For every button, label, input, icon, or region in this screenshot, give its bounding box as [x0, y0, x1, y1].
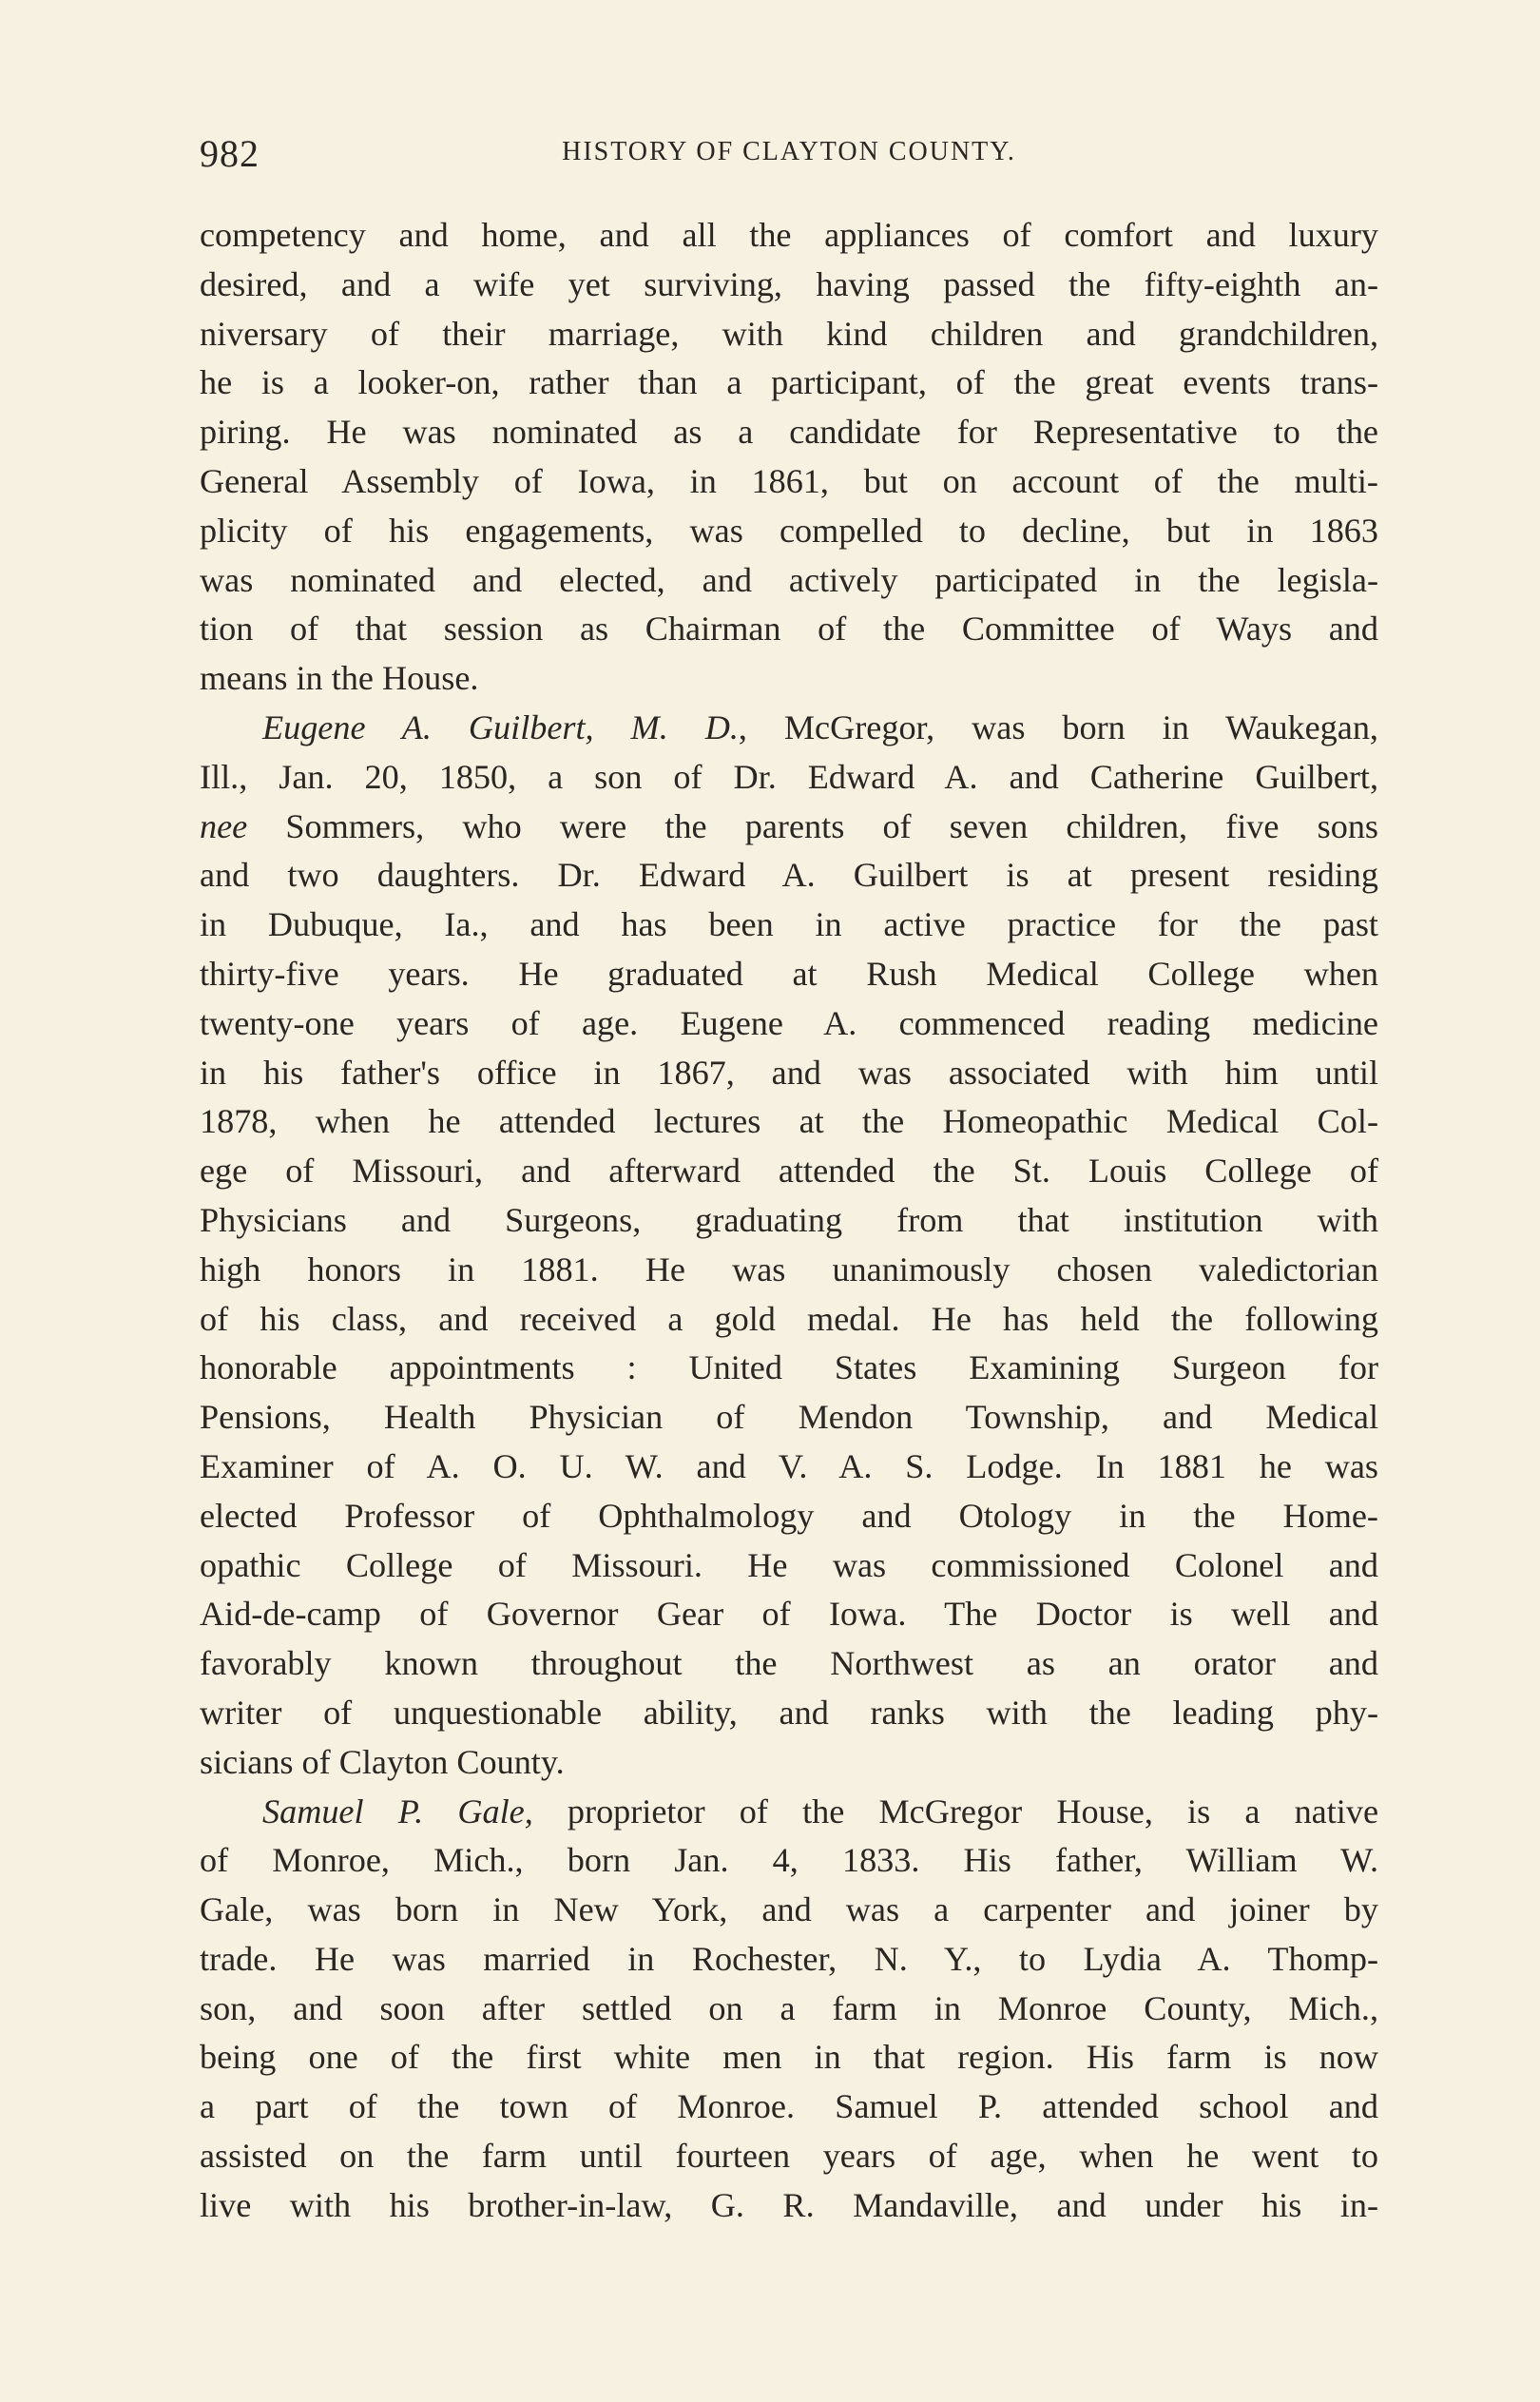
text-line: [200, 704, 1378, 753]
text-line: means in the House.: [200, 659, 479, 698]
text-line: Pensions, Health Physician of Mendon Township, and Medical: [200, 1398, 1378, 1437]
paragraph-gale: [200, 1788, 1378, 2231]
text-fragment: proprietor of the McGregor House, is a native: [532, 1792, 1379, 1831]
biography-name: Samuel P. Gale,: [262, 1792, 533, 1831]
text-line: niversary of their marriage, with kind children and grandchildren,: [200, 314, 1378, 353]
paragraph-continuation: [200, 211, 1378, 704]
running-title: HISTORY OF CLAYTON COUNTY.: [562, 137, 1016, 166]
paragraph-guilbert: [200, 704, 1378, 1788]
text-line: of his class, and received a gold medal. He has held the following: [200, 1299, 1378, 1338]
text-line: assisted on the farm until fourteen years of age, when he went to: [200, 2137, 1378, 2176]
text-line: honorable appointments : United States Examining Surgeon for: [200, 1348, 1378, 1387]
text-line: twenty-one years of age. Eugene A. commenced reading medicine: [200, 1003, 1378, 1042]
text-line: [200, 1788, 1378, 1837]
text-line: General Assembly of Iowa, in 1861, but on account of the multi-: [200, 461, 1378, 500]
text-line: piring. He was nominated as a candidate for Representative to the: [200, 413, 1378, 452]
nee-word: nee: [200, 806, 248, 845]
text-line: being one of the first white men in that region. His farm is now: [200, 2038, 1378, 2077]
text-line: Physicians and Surgeons, graduating from that institution with: [200, 1200, 1378, 1239]
text-line: live with his brother-in-law, G. R. Mandaville, and under his in-: [200, 2185, 1378, 2224]
text-fragment: , McGregor, was born in Waukegan,: [738, 707, 1378, 746]
text-fragment: Sommers, who were the parents of seven children, five sons: [247, 806, 1378, 845]
biography-name: Eugene A. Guilbert, M. D.: [262, 707, 739, 746]
text-line: Aid-de-camp of Governor Gear of Iowa. The Doctor is well and: [200, 1595, 1378, 1634]
text-line: thirty-five years. He graduated at Rush Medical College when: [200, 954, 1378, 993]
text-line: a part of the town of Monroe. Samuel P. attended school and: [200, 2087, 1378, 2126]
text-line: Gale, was born in New York, and was a carpenter and joiner by: [200, 1890, 1378, 1929]
text-line: he is a looker-on, rather than a participant, of the great events trans-: [200, 363, 1378, 402]
text-line: in his father's office in 1867, and was associated with him until: [200, 1053, 1378, 1092]
text-line: competency and home, and all the appliances of comfort and luxury: [200, 216, 1378, 254]
text-line: trade. He was married in Rochester, N. Y., to Lydia A. Thomp-: [200, 1939, 1378, 1978]
text-line: in Dubuque, Ia., and has been in active practice for the past: [200, 905, 1378, 944]
text-line: favorably known throughout the Northwest as an orator and: [200, 1644, 1378, 1683]
text-line: plicity of his engagements, was compelled to decline, but in 1863: [200, 511, 1378, 550]
text-line: son, and soon after settled on a farm in Monroe County, Mich.,: [200, 1988, 1378, 2027]
body-text: [200, 211, 1378, 2231]
text-line: ege of Missouri, and afterward attended the St. Louis College of: [200, 1152, 1378, 1191]
text-line: 1878, when he attended lectures at the Homeopathic Medical Col-: [200, 1102, 1378, 1141]
text-line: tion of that session as Chairman of the Committee of Ways and: [200, 610, 1378, 649]
page-number: 982: [200, 132, 260, 175]
text-line: writer of unquestionable ability, and ranks with the leading phy-: [200, 1693, 1378, 1732]
text-line: and two daughters. Dr. Edward A. Guilbert is at present residing: [200, 856, 1378, 895]
text-line: high honors in 1881. He was unanimously chosen valedictorian: [200, 1249, 1378, 1288]
text-line: was nominated and elected, and actively participated in the legisla-: [200, 560, 1378, 599]
text-line: Examiner of A. O. U. W. and V. A. S. Lodge. In 1881 he was: [200, 1446, 1378, 1485]
text-line: Ill., Jan. 20, 1850, a son of Dr. Edward A. and Catherine Guilbert,: [200, 757, 1378, 796]
text-line: sicians of Clayton County.: [200, 1742, 565, 1781]
text-line: desired, and a wife yet surviving, having passed the fifty-eighth an-: [200, 264, 1378, 303]
text-line: opathic College of Missouri. He was commissioned Colonel and: [200, 1545, 1378, 1584]
text-line: elected Professor of Ophthalmology and Otology in the Home-: [200, 1496, 1378, 1535]
text-line: of Monroe, Mich., born Jan. 4, 1833. His father, William W.: [200, 1841, 1378, 1880]
text-line: [200, 803, 1378, 852]
page-header: [200, 131, 1378, 188]
